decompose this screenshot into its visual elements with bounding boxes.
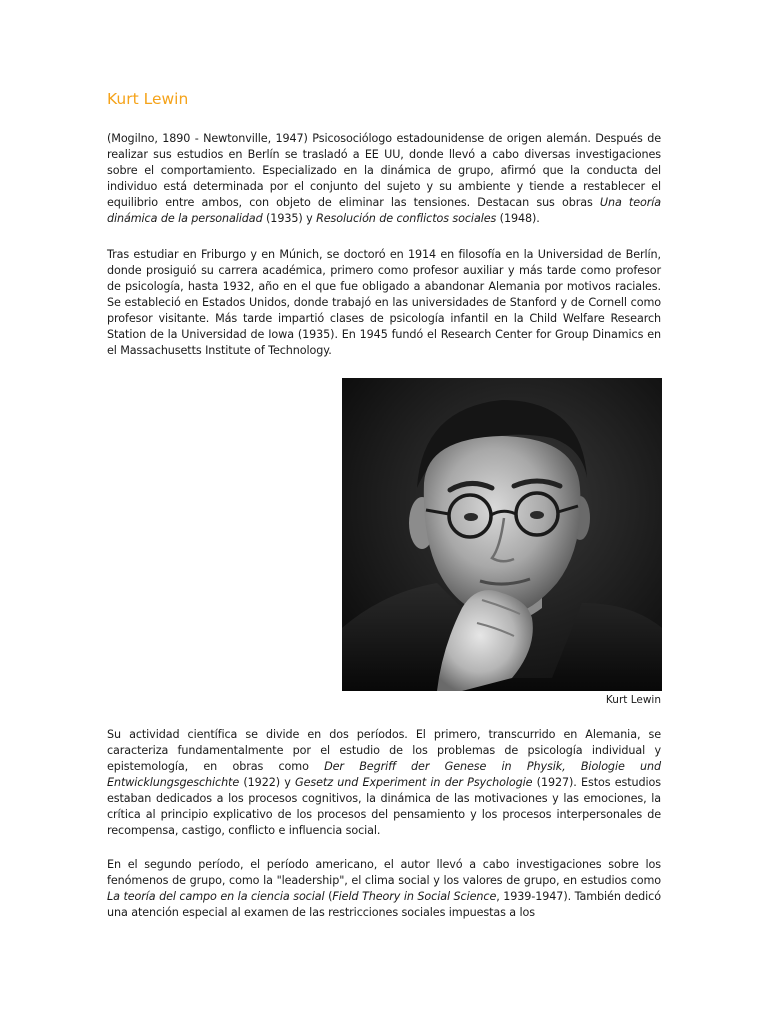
- second-period-text-b: (: [324, 890, 333, 903]
- photo-caption: Kurt Lewin: [605, 694, 661, 706]
- second-period-text-c: , 1939-1947). También dedicó una atención especial al examen de las restricciones sociales impuestas a los: [107, 890, 661, 919]
- first-period-text-c: (1927). Estos estudios estaban dedicados a los procesos cognitivos, la dinámica de las motivaciones y las emociones, la crítica al principio explicativo de los procesos del pensamiento y los procesos interpersonales de recompensa, castigo, conflicto e influencia social.: [107, 776, 661, 837]
- paragraph-intro: [107, 131, 661, 227]
- portrait-illustration: [342, 378, 662, 691]
- article-title: Kurt Lewin: [107, 90, 189, 108]
- paragraph-first-period: [107, 727, 661, 839]
- portrait-photo: [342, 378, 662, 691]
- first-period-text-a: Su actividad científica se divide en dos períodos. El primero, transcurrido en Alemania, se caracteriza fundamentalmente por el estudio de los problemas de psicología individual y epistemología, en obras como: [107, 728, 661, 773]
- work-title-field-theory: Field Theory in Social Science: [332, 890, 497, 903]
- paragraph-second-period: [107, 857, 661, 921]
- work-title-gesetz-und-experiment: Gesetz und Experiment in der Psychologie: [295, 776, 533, 789]
- second-period-text-a: En el segundo período, el período americano, el autor llevó a cabo investigaciones sobre los fenómenos de grupo, como la "leadership", el clima social y los valores de grupo, en estudios como: [107, 858, 661, 887]
- intro-text-a: (Mogilno, 1890 - Newtonville, 1947) Psicosociólogo estadounidense de origen alemán. Después de realizar sus estudios en Berlín se trasladó a EE UU, donde llevó a cabo diversas investigaciones sobre el comportamiento. Especializado en la dinámica de grupo, afirmó que la conducta del individuo está determinada por el conjunto del sujeto y su ambiente y tiende a restablecer el equilibrio entre ambos, con objeto de eliminar las tensiones. Destacan sus obras: [107, 132, 661, 209]
- paragraph-career: Tras estudiar en Friburgo y en Múnich, se doctoró en 1914 en filosofía en la Universidad de Berlín, donde prosiguió su carrera académica, primero como profesor auxiliar y más tarde como profesor de psicología, hasta 1932, año en el que fue obligado a abandonar Alemania por motivos raciales. Se estableció en Estados Unidos, donde trabajó en las universidades de Stanford y de Cornell como profesor visitante. Más tarde impartió clases de psicología infantil en la Child Welfare Research Station de la Universidad de Iowa (1935). En 1945 fundó el Research Center for Group Dinamics en el Massachusetts Institute of Technology.: [107, 248, 661, 357]
- work-title-begriff-der-genese: Der Begriff der Genese in Physik, Biologie und Entwicklungsgeschichte: [107, 760, 662, 789]
- work-title-personality-theory: Una teoría dinámica de la personalidad: [107, 196, 661, 225]
- first-period-text-b: (1922) y: [239, 776, 296, 789]
- intro-text-c: (1948).: [496, 212, 540, 225]
- work-title-teoria-del-campo: La teoría del campo en la ciencia social: [107, 890, 325, 903]
- intro-text-b: (1935) y: [262, 212, 317, 225]
- work-title-social-conflicts: Resolución de conflictos sociales: [316, 212, 497, 225]
